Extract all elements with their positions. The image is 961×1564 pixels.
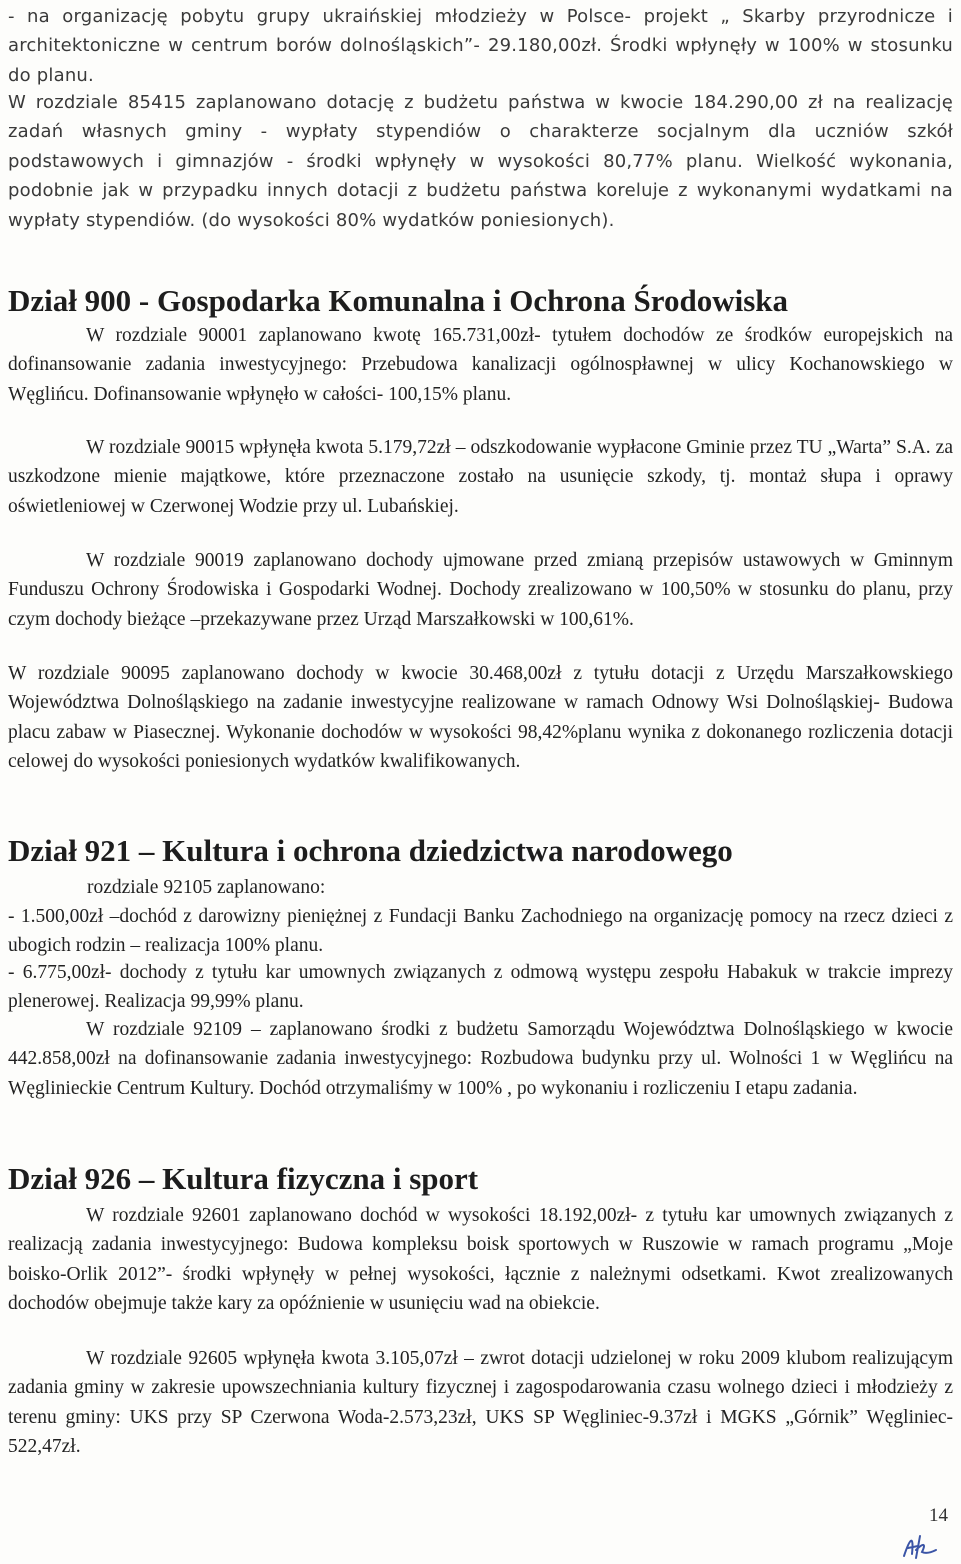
paragraph-90019: W rozdziale 90019 zaplanowano dochody ujmowane przed zmianą przepisów ustawowych w Gminnym Funduszu Ochrony Środowiska i Gospodarki Wodnej. Dochody zrealizowano w 100,50% w stosunku do planu, przy czym dochody bieżące –przekazywane przez Urząd Marszałkowski w 100,61%. [8,550,953,630]
subheading-92105: rozdziale 92105 zaplanowano: [87,877,326,898]
page-number: 14 [929,1505,948,1526]
paragraph-90015: W rozdziale 90015 wpłynęła kwota 5.179,72zł – odszkodowanie wypłacone Gminie przez TU „Warta” S.A. za uszkodzone mienie majątkowe, które przeznaczone zostało na usunięcie szkody, tj. montaż słupa i oprawy oświetleniowej w Czerwonej Wodzie przy ul. Lubańskiej. [8,437,953,517]
paragraph-92605: W rozdziale 92605 wpłynęła kwota 3.105,07zł – zwrot dotacji udzielonej w roku 2009 klubom realizującym zadania gminy w zakresie upowszechniania kultury fizycznej i zagospodarowania czasu wolnego dzieci i młodzieży z terenu gminy: UKS przy SP Czerwona Woda-2.573,23zł, UKS SP Węgliniec-9.37zł i MGKS „Górnik” Węgliniec-522,47zł. [8,1348,953,1458]
heading-section-921: Dział 921 – Kultura i ochrona dziedzictwa narodowego [8,833,733,868]
heading-section-926: Dział 926 – Kultura fizyczna i sport [8,1161,479,1196]
paragraph-85415: W rozdziale 85415 zaplanowano dotację z budżetu państwa w kwocie 184.290,00 zł na realizację zadań własnych gminy - wypłaty stypendiów o charakterze socjalnym dla uczniów szkół podstawowych i gimnazjów - środki wpłynęły w wysokości 80,77% planu. Wielkość wykonania, podobnie jak w przypadku innych dotacji z budżetu państwa koreluje z wykonanymi wydatkami na wypłaty stypendiów. (do wysokości 80% wydatków poniesionych). [8,92,953,231]
paragraph-90095: W rozdziale 90095 zaplanowano dochody w kwocie 30.468,00zł z tytułu dotacji z Urzędu Marszałkowskiego Województwa Dolnośląskiego na zadanie inwestycyjne realizowane w ramach Odnowy Wsi Dolnośląskiej- Budowa placu zabaw w Piasecznej. Wykonanie dochodów w wysokości 98,42%planu wynika z dokonanego rozliczenia dotacji celowej do wysokości poniesionych wydatków kwalifikowanych. [8,663,953,773]
paragraph-92109: W rozdziale 92109 – zaplanowano środki z budżetu Samorządu Województwa Dolnośląskiego w kwocie 442.858,00zł na dofinansowanie zadania inwestycyjnego: Rozbudowa budynku przy ul. Wolności 1 w Węglińcu na Węglinieckie Centrum Kultury. Dochód otrzymaliśmy w 100% , po wykonaniu i rozliczeniu I etapu zadania. [8,1019,953,1099]
heading-section-900: Dział 900 - Gospodarka Komunalna i Ochrona Środowiska [8,283,789,318]
signature-initials-icon [900,1532,948,1562]
paragraph-ukrainian-youth: - na organizację pobytu grupy ukraińskiej młodzieży w Polsce- projekt „ Skarby przyrodnicze i architektoniczne w centrum borów dolnośląskich”- 29.180,00zł. Środki wpłynęły w 100% w stosunku do planu. [8,6,953,86]
paragraph-92601: W rozdziale 92601 zaplanowano dochód w wysokości 18.192,00zł- z tytułu kar umownych związanych z realizacją zadania inwestycyjnego: Budowa kompleksu boisk sportowych w Ruszowie w ramach programu „Moje boisko-Orlik 2012”- środki wpłynęły w pełnej wysokości, łącznie z należnymi odsetkami. Kwot zrealizowanych dochodów obejmuje także kary za opóźnienie w usunięciu wad na obiekcie. [8,1205,953,1315]
paragraph-6775: - 6.775,00zł- dochody z tytułu kar umownych związanych z odmową występu zespołu Habakuk w trakcie imprezy plenerowej. Realizacja 99,99% planu. [8,962,953,1013]
paragraph-1500: - 1.500,00zł –dochód z darowizny pieniężnej z Fundacji Banku Zachodniego na organizację pomocy na rzecz dzieci z ubogich rodzin – realizacja 100% planu. [8,906,953,957]
paragraph-90001: W rozdziale 90001 zaplanowano kwotę 165.731,00zł- tytułem dochodów ze środków europejskich na dofinansowanie zadania inwestycyjnego: Przebudowa kanalizacji ogólnospławnej w ulicy Kochanowskiego w Węglińcu. Dofinansowanie wpłynęło w całości- 100,15% planu. [8,325,953,405]
